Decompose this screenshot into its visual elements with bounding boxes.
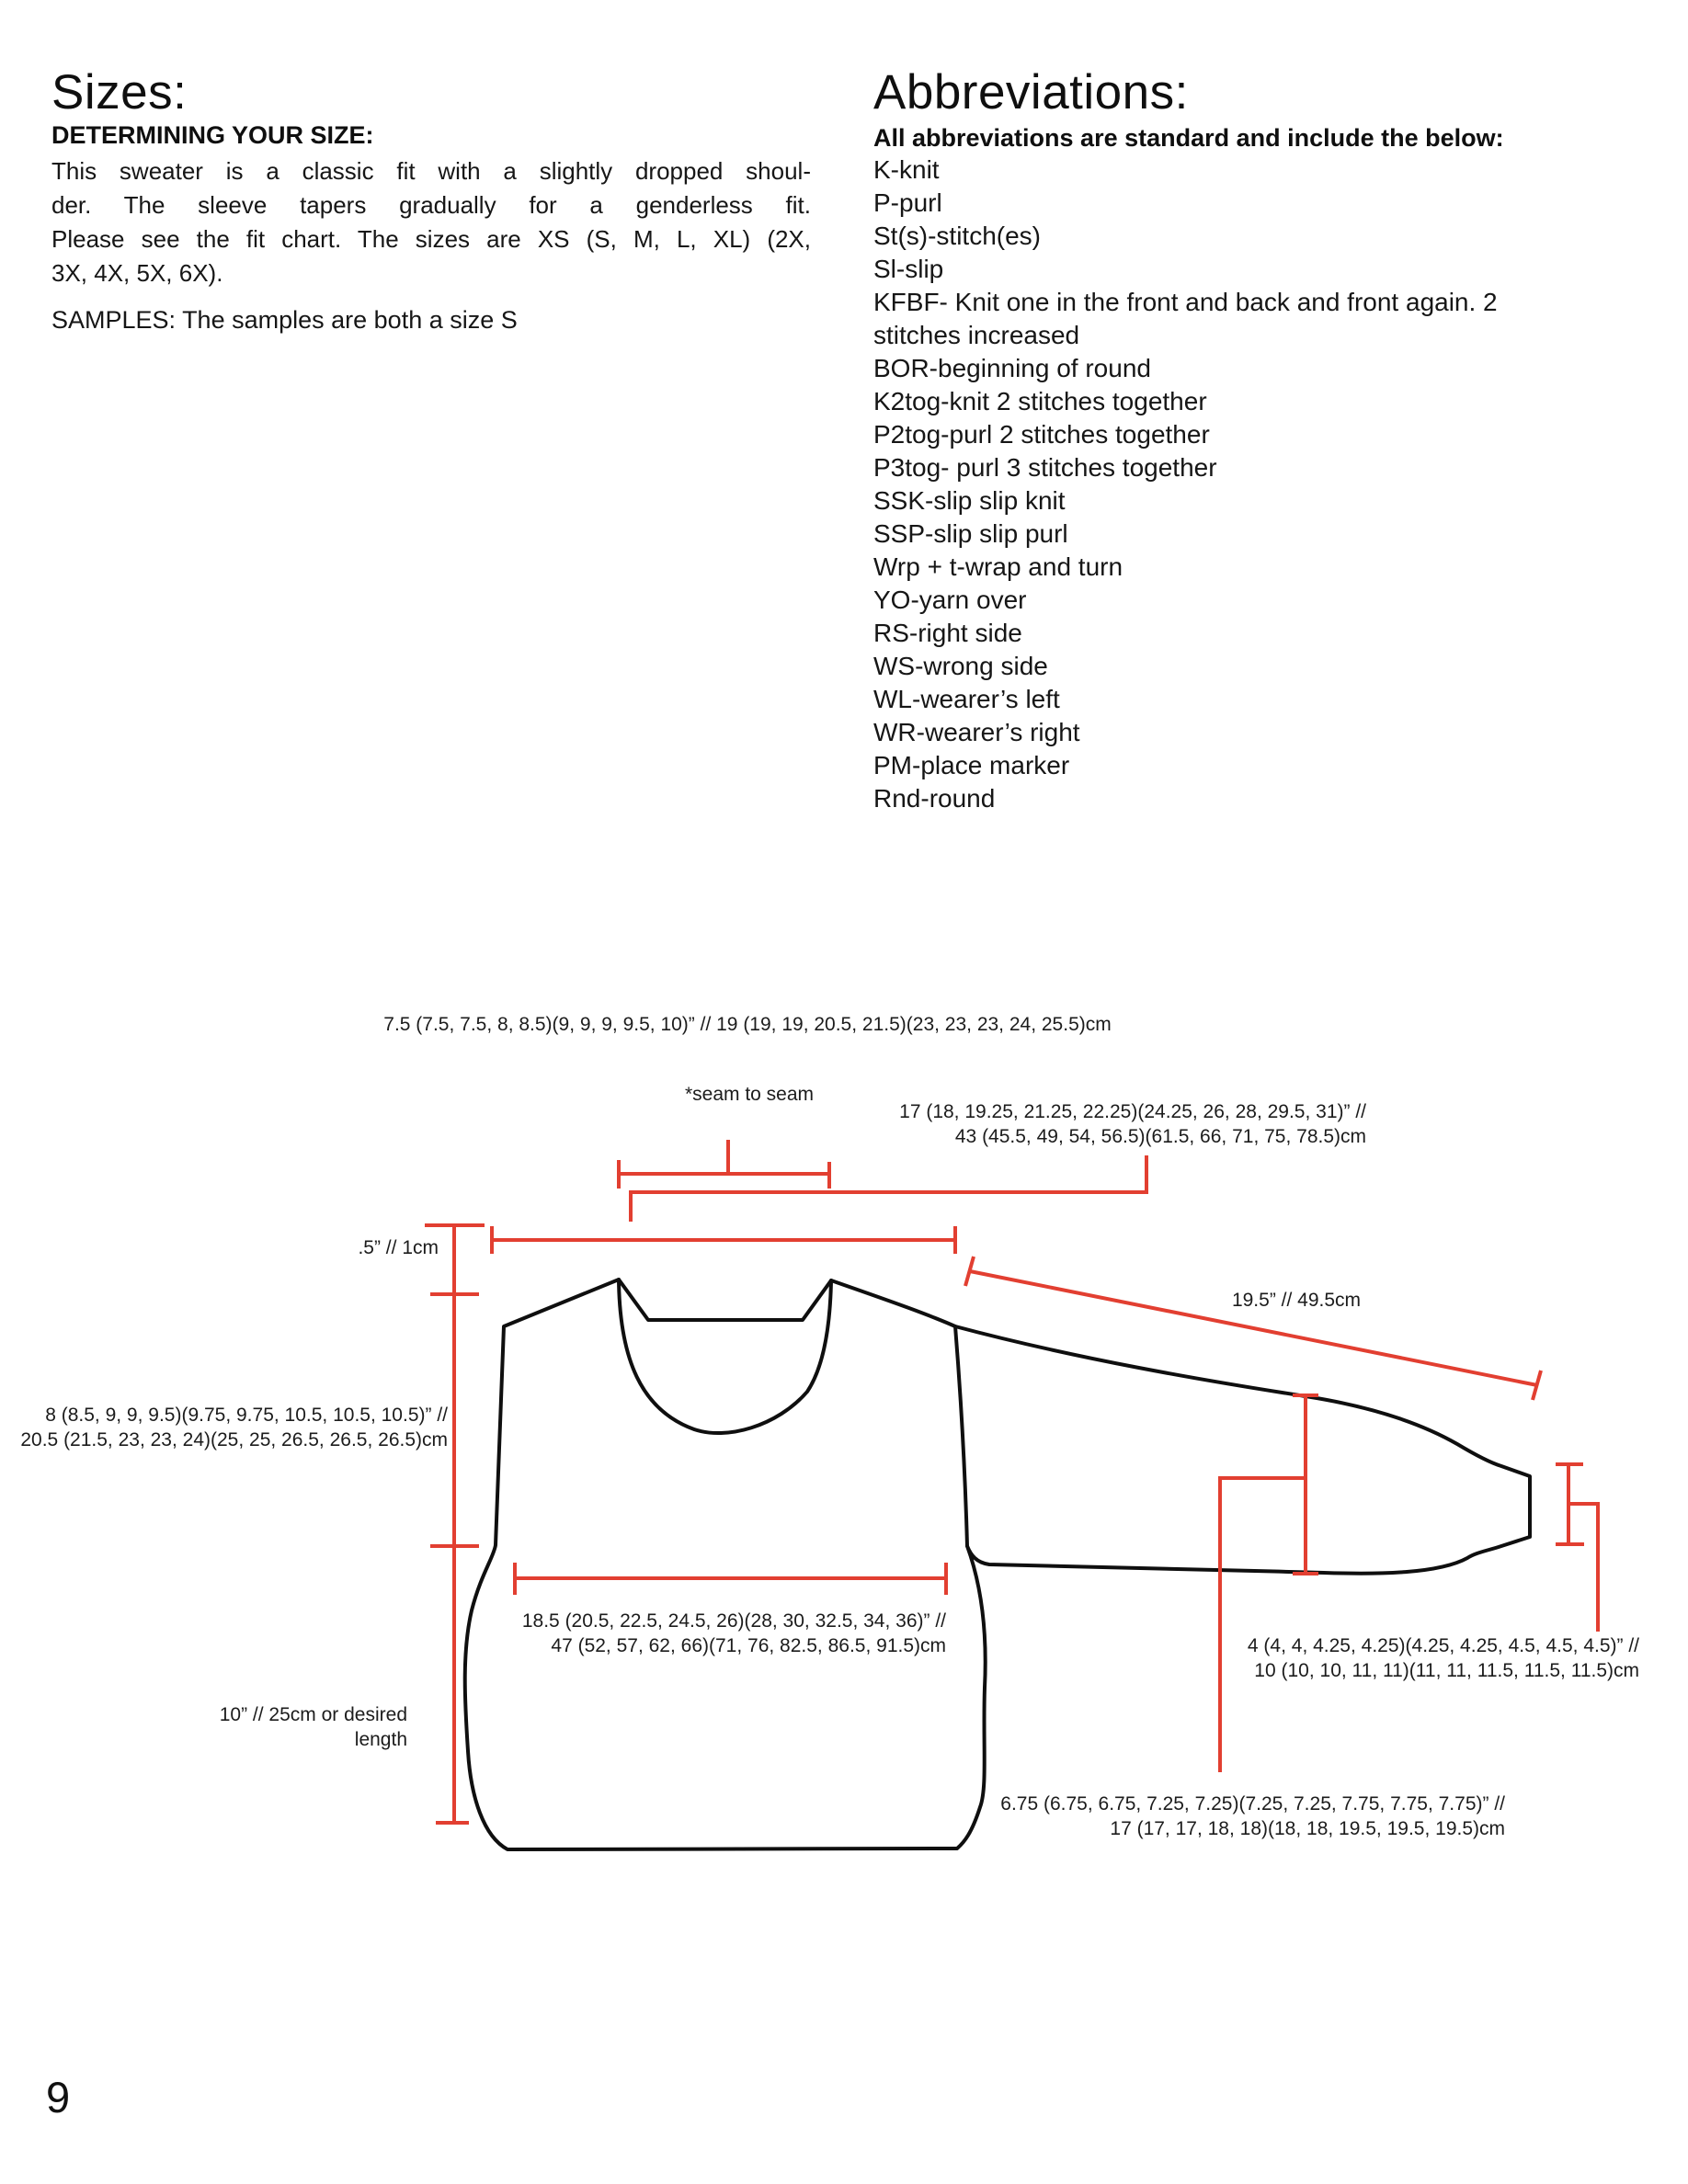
chest-leader-line <box>631 1155 1146 1222</box>
hem-width-line1: 18.5 (20.5, 22.5, 24.5, 26)(28, 30, 32.5, 34, 36)” // <box>521 1610 946 1632</box>
sizes-heading: Sizes: <box>51 65 188 119</box>
sizes-paragraph <box>51 154 811 290</box>
abbreviation-item: BOR-beginning of round <box>873 354 1151 382</box>
upper-arm-width-label <box>953 1792 1505 1841</box>
sleeve-length-label: 19.5” // 49.5cm <box>1231 1290 1362 1311</box>
hem-width-measure-line <box>515 1563 946 1595</box>
seam-to-seam-values-label: 7.5 (7.5, 7.5, 8, 8.5)(9, 9, 9, 9.5, 10)” // 19 (19, 19, 20.5, 21.5)(23, 23, 23, 24, 25.5)cm <box>383 1014 1112 1035</box>
abbreviations-subheading: All abbreviations are standard and include the below: <box>873 124 1504 152</box>
abbreviation-item: RS-right side <box>873 619 1022 647</box>
upper-arm-measure-line <box>1220 1395 1318 1772</box>
abbreviation-item: YO-yarn over <box>873 586 1027 614</box>
armhole-depth-line1: 8 (8.5, 9, 9, 9.5)(9.75, 9.75, 10.5, 10.5, 10.5)” // <box>45 1405 448 1426</box>
abbreviations-list <box>873 154 1664 815</box>
body-length-line1: 10” // 25cm or desired <box>219 1704 407 1725</box>
abbreviation-item: stitches increased <box>873 321 1080 349</box>
armhole-depth-line2: 20.5 (21.5, 23, 23, 24)(25, 25, 26.5, 26.5, 26.5)cm <box>20 1429 448 1450</box>
body-length-measure-line <box>425 1225 485 1823</box>
seam-to-seam-measure-line <box>619 1140 829 1189</box>
cuff-width-label <box>1088 1633 1639 1683</box>
abbreviation-item: Wrp + t-wrap and turn <box>873 552 1123 581</box>
hem-width-line2: 47 (52, 57, 62, 66)(71, 76, 82.5, 86.5, 91.5)cm <box>551 1635 946 1656</box>
sweater-outline <box>465 1280 1530 1849</box>
abbreviations-heading: Abbreviations: <box>873 65 1189 119</box>
abbreviation-item: WR-wearer’s right <box>873 718 1080 746</box>
upper-arm-line1: 6.75 (6.75, 6.75, 7.25, 7.25)(7.25, 7.25, 7.75, 7.75, 7.75)” // <box>1000 1793 1505 1814</box>
armhole-depth-label <box>16 1403 448 1452</box>
abbreviation-item: K-knit <box>873 155 940 184</box>
abbreviation-item: P3tog- purl 3 stitches together <box>873 453 1217 482</box>
chest-width-label <box>809 1099 1366 1149</box>
sleeve-length-measure-line <box>965 1257 1541 1400</box>
abbreviation-item: SSK-slip slip knit <box>873 486 1066 515</box>
abbreviation-item: KFBF- Knit one in the front and back and front again. 2 <box>873 288 1498 316</box>
abbreviation-item: P2tog-purl 2 stitches together <box>873 420 1210 449</box>
front-neckline <box>619 1280 831 1433</box>
paragraph-line: Please see the fit chart. The sizes are XS (S, M, L, XL) (2X, <box>51 225 811 253</box>
cuff-width-line2: 10 (10, 10, 11, 11)(11, 11, 11.5, 11.5, 11.5)cm <box>1254 1660 1639 1681</box>
paragraph-line: 3X, 4X, 5X, 6X). <box>51 259 223 287</box>
abbreviation-item: WL-wearer’s left <box>873 685 1060 713</box>
abbreviation-item: St(s)-stitch(es) <box>873 222 1041 250</box>
abbreviation-item: SSP-slip slip purl <box>873 519 1068 548</box>
samples-note: SAMPLES: The samples are both a size S <box>51 306 518 334</box>
upper-arm-line2: 17 (17, 17, 18, 18)(18, 18, 19.5, 19.5, 19.5)cm <box>1110 1818 1505 1839</box>
chest-width-line2: 43 (45.5, 49, 54, 56.5)(61.5, 66, 71, 75, 78.5)cm <box>954 1126 1366 1147</box>
seam-to-seam-note-label: *seam to seam <box>684 1084 815 1105</box>
abbreviation-item: Rnd-round <box>873 784 996 813</box>
body-length-label <box>131 1702 407 1752</box>
hem-width-label <box>424 1609 946 1658</box>
paragraph-line: der. The sleeve tapers gradually for a genderless fit. <box>51 191 811 219</box>
armhole-line <box>955 1326 967 1546</box>
cuff-measure-line <box>1556 1464 1598 1632</box>
abbreviation-item: Sl-slip <box>873 255 944 283</box>
abbreviation-item: P-purl <box>873 188 942 217</box>
abbreviation-item: WS-wrong side <box>873 652 1048 680</box>
page-number: 9 <box>46 2073 71 2121</box>
shoulder-width-measure-line <box>492 1226 955 1254</box>
collar-height-label: .5” // 1cm <box>358 1237 439 1258</box>
abbreviation-item: PM-place marker <box>873 751 1070 779</box>
body-length-line2: length <box>354 1729 407 1750</box>
cuff-width-line1: 4 (4, 4, 4.25, 4.25)(4.25, 4.25, 4.5, 4.5, 4.5)” // <box>1247 1635 1639 1656</box>
chest-width-line1: 17 (18, 19.25, 21.25, 22.25)(24.25, 26, 28, 29.5, 31)” // <box>899 1101 1366 1122</box>
paragraph-line: This sweater is a classic fit with a slightly dropped shoul- <box>51 157 811 185</box>
abbreviation-item: K2tog-knit 2 stitches together <box>873 387 1207 415</box>
sizes-subheading: DETERMINING YOUR SIZE: <box>51 121 374 149</box>
